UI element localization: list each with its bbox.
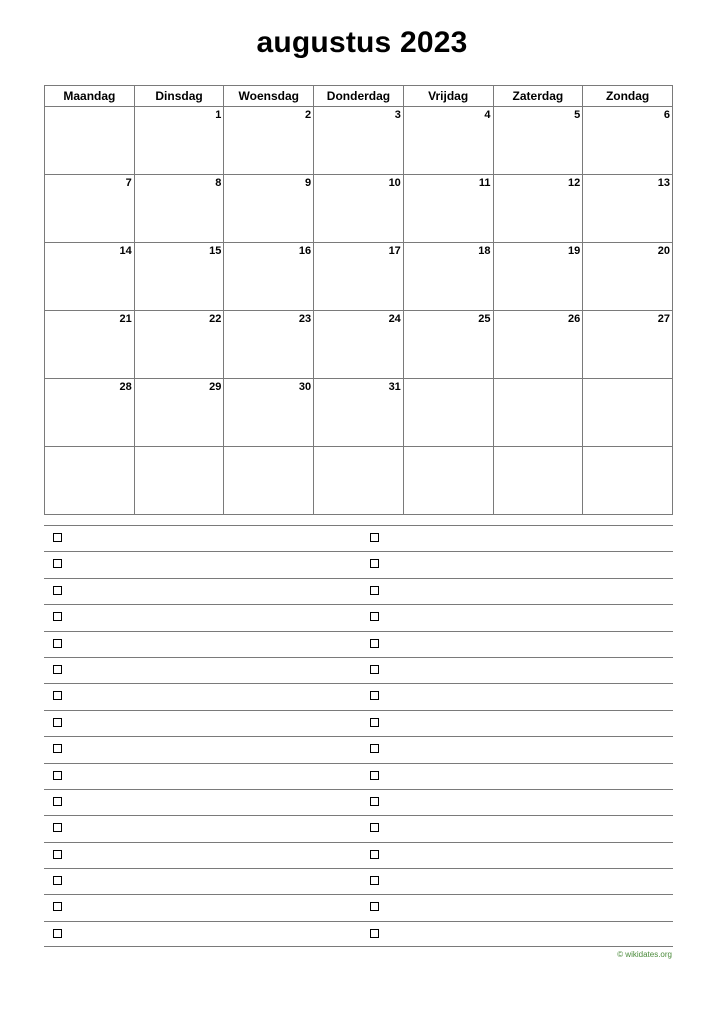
checklist (44, 525, 673, 947)
week-row (45, 107, 673, 175)
day-cell (403, 243, 493, 311)
day-number (404, 447, 493, 461)
day-number: 26 (567, 313, 581, 325)
day-number: 29 (209, 381, 222, 393)
day-cell (403, 447, 493, 515)
day-cell (314, 175, 404, 243)
checkbox-left[interactable] (53, 691, 62, 700)
checkbox-right[interactable] (370, 533, 379, 542)
weekday-header: Woensdag (224, 86, 314, 107)
day-cell (45, 107, 135, 175)
checkbox-right[interactable] (370, 718, 379, 727)
weekday-header: Donderdag (314, 86, 404, 107)
day-number (583, 379, 672, 393)
checklist-row (44, 736, 673, 762)
day-number (583, 447, 672, 461)
checkbox-right[interactable] (370, 586, 379, 595)
week-row (45, 243, 673, 311)
day-number (224, 447, 313, 461)
day-cell (314, 311, 404, 379)
checkbox-right[interactable] (370, 876, 379, 885)
checklist-row (44, 763, 673, 789)
day-number: 13 (657, 177, 670, 189)
day-number (135, 447, 224, 461)
day-cell (45, 175, 135, 243)
checkbox-left[interactable] (53, 902, 62, 911)
checkbox-right[interactable] (370, 691, 379, 700)
weekday-header: Maandag (45, 86, 135, 107)
day-number: 17 (388, 245, 401, 257)
day-cell (493, 107, 583, 175)
day-cell (134, 175, 224, 243)
day-number: 4 (484, 109, 491, 121)
day-number (494, 379, 583, 393)
day-cell (314, 243, 404, 311)
checkbox-left[interactable] (53, 665, 62, 674)
checklist-row (44, 842, 673, 868)
day-cell (224, 379, 314, 447)
checkbox-right[interactable] (370, 744, 379, 753)
checklist-row (44, 868, 673, 894)
checklist-row (44, 578, 673, 604)
checklist-row (44, 815, 673, 841)
day-number: 8 (215, 177, 222, 189)
day-number: 10 (388, 177, 401, 189)
day-number: 19 (567, 245, 581, 257)
day-cell (493, 311, 583, 379)
day-cell (403, 311, 493, 379)
day-number: 11 (478, 177, 491, 189)
day-number: 5 (574, 109, 581, 121)
day-cell (493, 447, 583, 515)
day-cell (45, 447, 135, 515)
checklist-row (44, 894, 673, 920)
checkbox-left[interactable] (53, 744, 62, 753)
checklist-row (44, 657, 673, 683)
day-number: 23 (298, 313, 312, 325)
day-cell (224, 107, 314, 175)
day-cell (224, 447, 314, 515)
calendar-grid (44, 85, 673, 515)
day-cell (314, 107, 404, 175)
weekday-header: Zaterdag (493, 86, 583, 107)
day-cell (224, 243, 314, 311)
day-number (314, 447, 403, 461)
weekday-header: Dinsdag (134, 86, 224, 107)
day-cell (134, 447, 224, 515)
day-number: 20 (657, 245, 670, 257)
day-number: 1 (215, 109, 222, 121)
checklist-row (44, 710, 673, 736)
checklist-row (44, 683, 673, 709)
day-number: 22 (209, 313, 222, 325)
checklist-row (44, 631, 673, 657)
day-number: 2 (304, 109, 312, 121)
checkbox-left[interactable] (53, 929, 62, 938)
day-number: 12 (567, 177, 581, 189)
day-cell (45, 243, 135, 311)
day-cell (45, 311, 135, 379)
day-cell (134, 243, 224, 311)
day-number (45, 107, 134, 121)
day-number: 25 (478, 313, 491, 325)
checkbox-right[interactable] (370, 902, 379, 911)
day-cell (134, 379, 224, 447)
week-row (45, 311, 673, 379)
day-cell (314, 447, 404, 515)
checkbox-right[interactable] (370, 771, 379, 780)
day-cell (403, 175, 493, 243)
day-cell (583, 107, 673, 175)
checkbox-left[interactable] (53, 639, 62, 648)
week-row (45, 175, 673, 243)
day-cell (493, 379, 583, 447)
day-number: 6 (663, 109, 670, 121)
day-number: 24 (388, 313, 401, 325)
day-cell (314, 379, 404, 447)
checklist-row (44, 921, 673, 947)
week-row (45, 379, 673, 447)
day-cell (134, 107, 224, 175)
day-cell (224, 175, 314, 243)
day-number: 30 (298, 381, 312, 393)
checkbox-right[interactable] (370, 612, 379, 621)
weekday-header: Zondag (583, 86, 673, 107)
day-number: 28 (119, 381, 132, 393)
checkbox-right[interactable] (370, 850, 379, 859)
checkbox-left[interactable] (53, 718, 62, 727)
weekday-header-row (45, 86, 673, 107)
checkbox-left[interactable] (53, 876, 62, 885)
checklist-row (44, 604, 673, 630)
checklist-row (44, 789, 673, 815)
checkbox-right[interactable] (370, 797, 379, 806)
day-cell (224, 311, 314, 379)
checkbox-right[interactable] (370, 823, 379, 832)
checkbox-right[interactable] (370, 929, 379, 938)
day-number (45, 447, 134, 461)
checkbox-left[interactable] (53, 533, 62, 542)
checkbox-left[interactable] (53, 771, 62, 780)
day-cell (134, 311, 224, 379)
checkbox-left[interactable] (53, 797, 62, 806)
day-number (494, 447, 583, 461)
day-cell (583, 379, 673, 447)
day-cell (403, 107, 493, 175)
day-number: 9 (304, 177, 312, 189)
day-number: 15 (209, 245, 222, 257)
footer-credit: © wikidates.org (617, 950, 672, 959)
day-cell (583, 175, 673, 243)
day-number: 3 (394, 109, 401, 121)
checkbox-left[interactable] (53, 559, 62, 568)
day-number: 7 (125, 177, 132, 189)
page-title: augustus 2023 (256, 26, 468, 59)
day-cell (493, 175, 583, 243)
day-number (404, 379, 493, 393)
day-number: 14 (119, 245, 132, 257)
day-number: 27 (657, 313, 670, 325)
checklist-row (44, 525, 673, 551)
day-cell (403, 379, 493, 447)
day-number: 18 (478, 245, 491, 257)
week-row (45, 447, 673, 515)
day-number: 16 (298, 245, 312, 257)
day-cell (583, 311, 673, 379)
checkbox-right[interactable] (370, 665, 379, 674)
checklist-row (44, 551, 673, 577)
checkbox-left[interactable] (53, 850, 62, 859)
checkbox-left[interactable] (53, 586, 62, 595)
day-cell (45, 379, 135, 447)
checkbox-left[interactable] (53, 823, 62, 832)
day-cell (493, 243, 583, 311)
day-cell (583, 243, 673, 311)
day-number: 31 (388, 381, 401, 393)
day-number: 21 (119, 313, 132, 325)
checkbox-right[interactable] (370, 639, 379, 648)
checkbox-left[interactable] (53, 612, 62, 621)
weekday-header: Vrijdag (403, 86, 493, 107)
checkbox-right[interactable] (370, 559, 379, 568)
day-cell (583, 447, 673, 515)
